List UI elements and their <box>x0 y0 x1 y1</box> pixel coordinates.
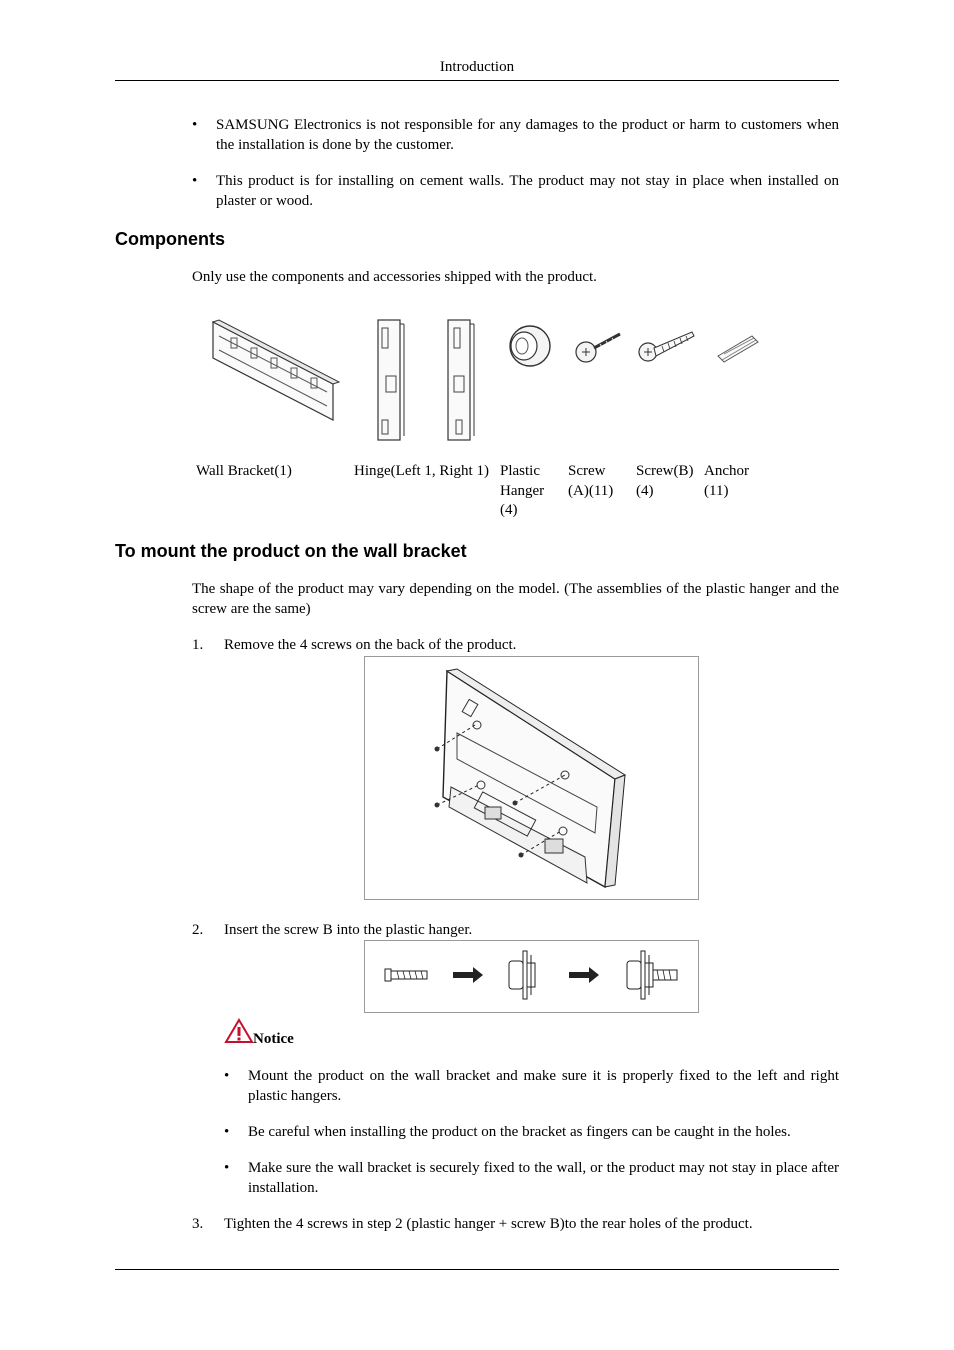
step-text: Tighten the 4 screws in step 2 (plastic hanger + screw B)to the rear holes of the product. <box>224 1216 753 1232</box>
component-label: Plastic Hanger (4) <box>500 463 545 518</box>
components-description: Only use the components and accessories shipped with the product. <box>192 269 597 285</box>
screw-b-icon <box>636 328 696 364</box>
components-heading: Components <box>115 229 225 249</box>
arrow-right-icon <box>569 967 599 983</box>
bullet-dot: • <box>224 1160 230 1176</box>
footer-rule <box>115 1269 839 1270</box>
screw-insert-figure <box>364 940 699 1013</box>
screw-b-icon <box>385 969 427 981</box>
plastic-hanger-icon <box>509 951 535 999</box>
intro-bullet-text: This product is for installing on cement walls. The product may not stay in place when installed on plaster or wood. <box>216 173 839 209</box>
hinge-left-icon <box>372 316 408 446</box>
step-number: 3. <box>192 1216 204 1232</box>
mount-description: The shape of the product may vary depending on the model. (The assemblies of the plastic hanger and the screw are the same) <box>192 581 839 617</box>
notice-bullet <box>224 1123 839 1143</box>
page-header-title: Introduction <box>439 59 515 75</box>
step-number: 1. <box>192 637 204 653</box>
step-text: Insert the screw B into the plastic hanger. <box>224 922 473 938</box>
notice-label: Notice <box>253 1031 294 1047</box>
plastic-hanger-icon <box>504 320 552 368</box>
step-item <box>192 921 839 941</box>
component-label: Screw(B) (4) <box>636 463 694 499</box>
bullet-dot: • <box>224 1124 230 1140</box>
arrow-right-icon <box>453 967 483 983</box>
notice-bullet-text: Make sure the wall bracket is securely fixed to the wall, or the product may not stay in place after installation. <box>248 1160 839 1196</box>
notice-bullet <box>224 1067 839 1106</box>
wall-bracket-icon <box>205 316 341 426</box>
bullet-dot: • <box>224 1068 230 1084</box>
bullet-dot: • <box>192 117 198 133</box>
screw-a-icon <box>574 330 624 366</box>
intro-bullet <box>192 172 839 211</box>
intro-bullet <box>192 116 839 155</box>
notice-bullet-text: Be careful when installing the product on the bracket as fingers can be caught in the holes. <box>248 1124 791 1140</box>
warning-icon <box>224 1018 254 1044</box>
bullet-dot: • <box>192 173 198 189</box>
notice-bullet <box>224 1159 839 1198</box>
step-text: Remove the 4 screws on the back of the product. <box>224 637 517 653</box>
header-rule <box>115 80 839 81</box>
notice-bullet-text: Mount the product on the wall bracket and make sure it is properly fixed to the left and right plastic hangers. <box>248 1068 839 1104</box>
component-label: Screw (A)(11) <box>568 463 614 499</box>
intro-bullet-text: SAMSUNG Electronics is not responsible for any damages to the product or harm to customers when the installation is done by the customer. <box>216 117 839 153</box>
component-label: Wall Bracket(1) <box>196 463 292 479</box>
step-item <box>192 1215 839 1235</box>
assembled-hanger-icon <box>627 951 677 999</box>
step-item <box>192 636 839 656</box>
component-label: Hinge(Left 1, Right 1) <box>354 463 489 479</box>
hinge-right-icon <box>442 316 478 446</box>
component-label: Anchor (11) <box>704 463 749 499</box>
step-number: 2. <box>192 922 204 938</box>
anchor-icon <box>714 332 760 364</box>
mount-heading: To mount the product on the wall bracket <box>115 541 467 561</box>
remove-screws-figure <box>364 656 699 900</box>
